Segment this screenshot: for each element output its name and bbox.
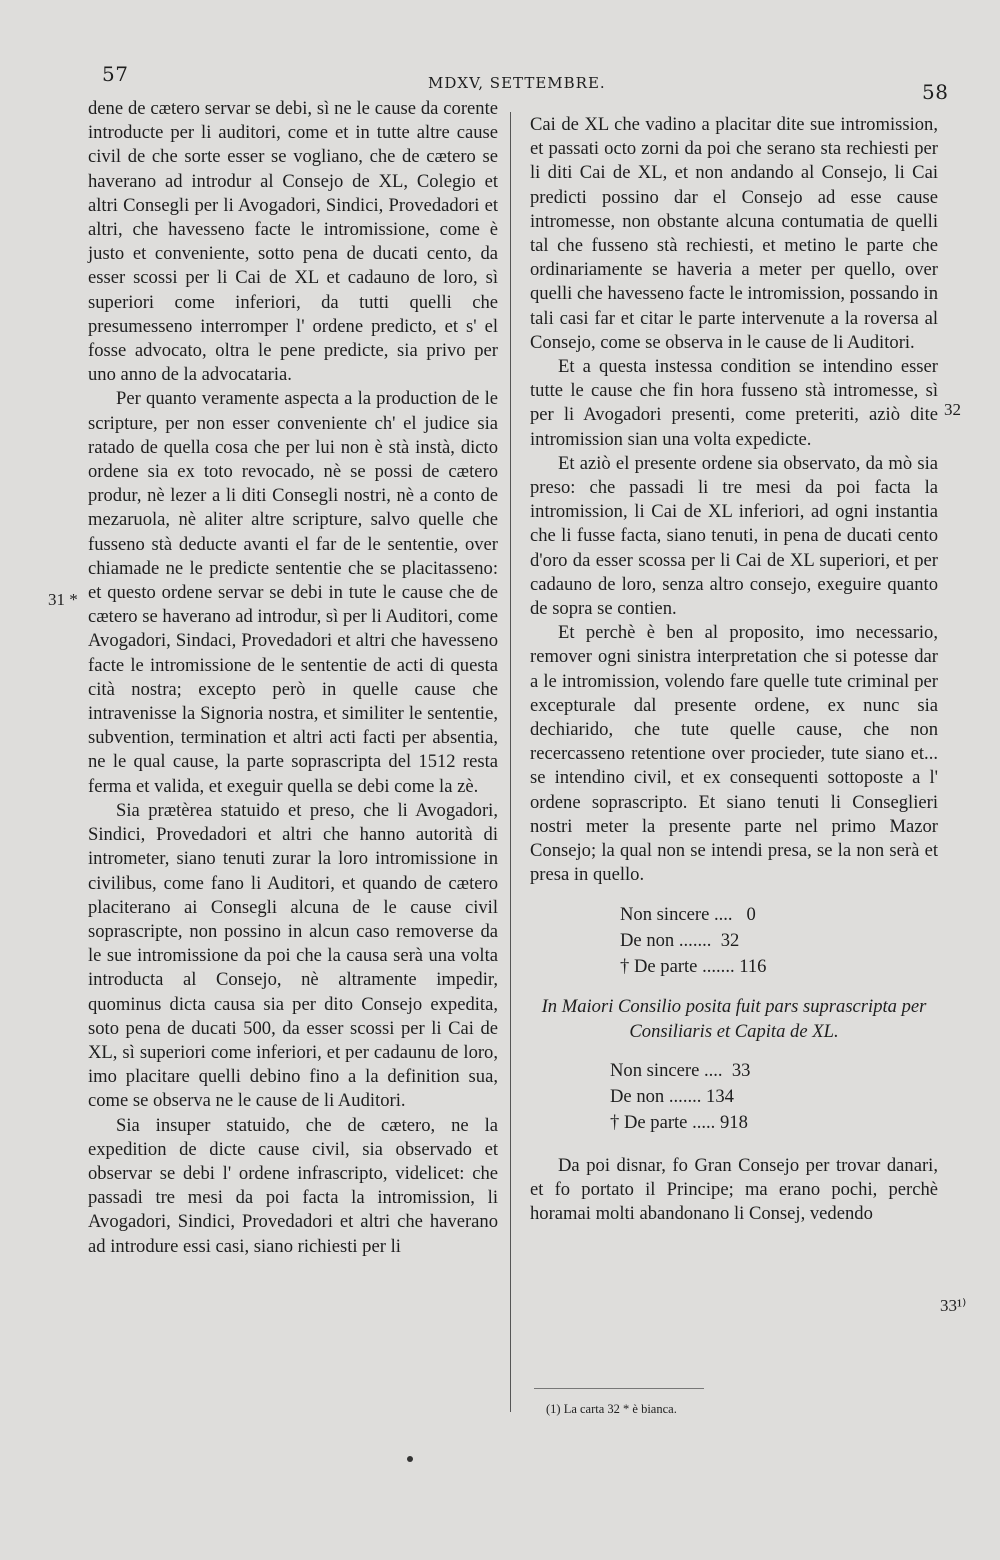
margin-number-33: 33¹⁾	[940, 1296, 967, 1315]
vote-tally-1	[620, 902, 938, 980]
vote-line: De non ....... 134	[610, 1085, 734, 1107]
left-column	[88, 97, 498, 1259]
column-divider	[510, 112, 511, 1412]
margin-number-32: 32	[944, 400, 961, 419]
paragraph: Da poi disnar, fo Gran Consejo per trovar danari, et fo portato il Principe; ma erano pochi, perchè horamai molti abandonano li Consej, vedendo	[530, 1154, 938, 1224]
right-column	[530, 113, 938, 1226]
footnote-rule	[534, 1388, 704, 1389]
vote-line: Non sincere .... 0	[620, 903, 756, 925]
footnote: (1) La carta 32 * è bianca.	[546, 1402, 677, 1416]
vote-line: † De parte ..... 918	[610, 1111, 748, 1133]
page-number-right: 58	[922, 80, 949, 104]
paragraph: dene de cætero servar se debi, sì ne le cause da corente introducte per li auditori, come et in tutte altre cause civil de che sorte esser se vogliano, che de cætero se haverano ad introdur al Consejo de XL, Colegio et altri Consegli per li Avogadori, Sindici, Provedadori et altri, che havesseno facte le intromissione, come è justo et conveniente, sotto pena de ducati cento, da esser scossi per li Cai de XL et cadauno de loro, sì superiori come inferiori, da tutti quelli che presumesseno interromper l' ordene predicto, et s' el fosse advocato, oltra le pene predicte, sia privo per uno anno de la advocataria.	[88, 98, 498, 386]
paragraph: Et perchè è ben al proposito, imo necessario, remover ogni sinistra interpretation che si potesse dar a le intromission, volendo fare quelle tute criminal per excepturale dal presente ordene, ex nunc sia dechiarido, che tute quelle cause, che non recercasseno retentione over procieder, tute siano et... se intendino civil, et ex consequenti sottoposte a l' ordene soprascripto. Et siano tenuti li Conseglieri nostri meter la presente parte nel primo Mazor Consejo; la qual non se intendi presa, se la non serà et presa in quello.	[530, 622, 938, 886]
vote-line: De non ....... 32	[620, 929, 740, 951]
paragraph: Et aziò el presente ordene sia observato, da mò sia preso: che passadi li tre mesi da poi facta la intromission, li Cai de XL inferiori, ad ogni instantia che li fusse facta, siano tenuti, in pena de ducati cento d'oro da esser scossa per li Cai de XL superiori, et per cadauno de loro, senza altro consejo, exeguire quanto de sopra se contien.	[530, 452, 938, 620]
running-head: MDXV, SETTEMBRE.	[428, 74, 606, 92]
paragraph: Et a questa instessa condition se intendino esser tutte le cause che fin hora fusseno stà intromesse, sì per li Avogadori presenti, come preteriti, aziò dite intromission sian una volta expedicte.	[530, 356, 938, 450]
margin-number-31: 31 *	[48, 590, 78, 609]
paragraph: Sia prætèrea statuido et preso, che li Avogadori, Sindici, Provedadori et altri che hanno autorità di intrometer, siano tenuti zurar la loro intromissione in civilibus, come fano li Auditori, et quando de cætero placiterano ai Consegli alcuna de le cause civil soprascripte, non possino in alcun caso removerse da le sue intromissione da poi che la causa serà una volta introducta al Consejo, nè altramente impedir, quominus dicta causa sia per dito Consejo expedita, soto pena de ducati 500, da esser scossi per li Cai de XL, sì superiori come inferiori, et per cadaunu de loro, imo placitare quelli debino fino a la definition sua, come se observa ne le cause de li Auditori.	[88, 799, 498, 1112]
page-number-left: 57	[102, 62, 129, 86]
vote-line: † De parte ....... 116	[620, 955, 767, 977]
ink-dot	[407, 1456, 413, 1462]
paragraph: Sia insuper statuido, che de cætero, ne la expedition de dicte cause civil, sia observado et observar se debi l' ordene infrascripto, videlicet: che passadi tre mesi da poi facta la intromission, li Avogadori, Sindici, Provedadori et altri che haverano ad introdure essi casi, siano richiesti per li	[88, 1114, 498, 1257]
vote-line: Non sincere .... 33	[610, 1059, 751, 1081]
paragraph: Per quanto veramente aspecta a la production de le scripture, per non esser conveniente ch' el judice sia ratado de quella cosa che per lui non è stà instà, dicto ordene sia ex toto revocado, nè se possi de cætero produr, nè lezer a li diti Consegli nostri, nè a conto de mezaruola, nè aliter altre scripture, salvo quelle che fusseno stà deducte avanti el far de le sententie, over chiamade ne le predicte sententie che se placitasseno: et questo ordene servar se debi in tute le cause che de cætero se haverano ad introdur, sì per li Auditori, come Avogadori, Sindaci, Provedadori et altri che havesseno facte le intromissione de le sententie de acti di questa cità nostra; excepto però in quelle cause che intravenisse la Signoria nostra, et similiter le sententie, subvention, termination et altri acti facti per absentia, ne le qual cause, la parte soprascripta del 1512 resta ferma et valida, et exeguir quella se debi come la zè.	[88, 388, 498, 797]
vote-tally-2	[610, 1058, 938, 1136]
paragraph: Cai de XL che vadino a placitar dite sue intromission, et passati octo zorni da poi che serano sta rechiesti per li diti Cai de XL, et non andando al Consejo, li Cai predicti possino dar el Consejo ad esse cause intromesse, non obstante alcuna contumatia de quelli tal che fusseno stà rechiesti, et metino le parte che ordinariamente se haveria a meter per quello, over quelli che havesseno facte le intromission, possando in tali casi far et citar le parte intervenute a la roversa al Consejo, come se observa in le cause de li Auditori.	[530, 114, 938, 353]
council-note: In Maiori Consilio posita fuit pars suprascripta per Consiliaris et Capita de XL.	[541, 995, 927, 1042]
